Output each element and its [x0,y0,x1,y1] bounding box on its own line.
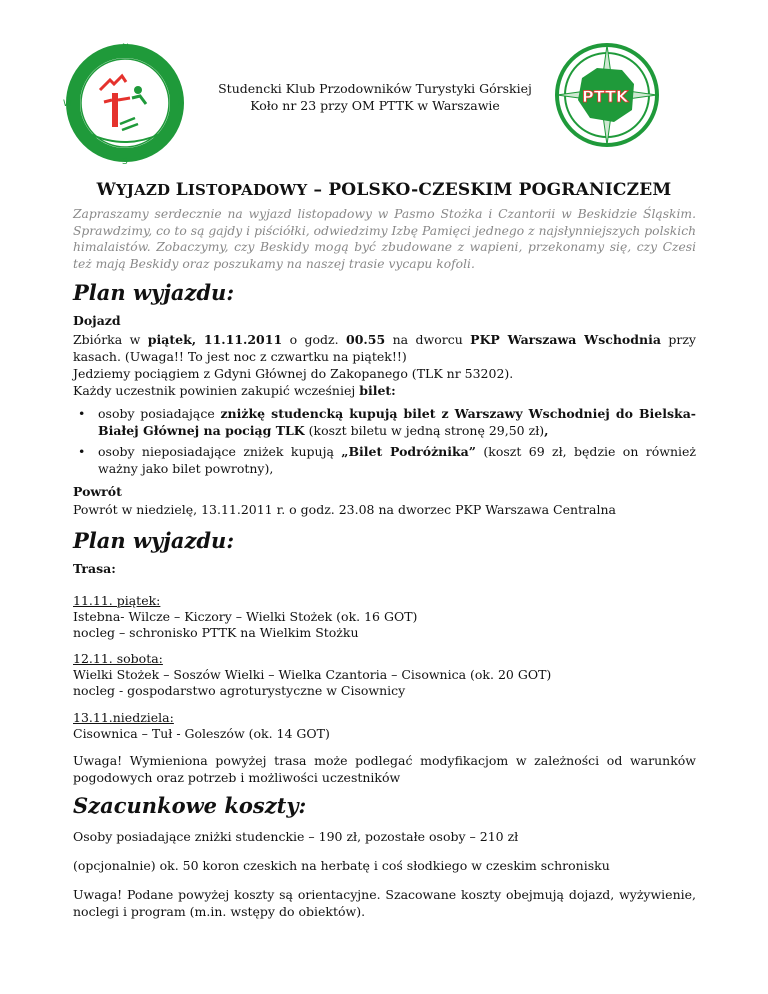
intro-paragraph: Zapraszamy serdecznie na wyjazd listopadowy w Pasmo Stożka i Czantorii w Beskidzie Śląskim. Sprawdzimy, co to są gajdy i piściółki, odwiedzimy Izbę Pamięci jednego z najsłynniejszych polskich himalaistów. Zobaczymy, czy Beskidy mogą być zbudowane z wapieni, przekonamy się, czy Czesi też mają Beskidy oraz poszukamy na naszej trasie vycapu kofoli. [73,207,696,271]
day-1-route: Istebna- Wilcze – Kiczory – Wielki Stożek (ok. 16 GOT) [73,609,418,624]
pttk-logo [552,40,662,150]
section-heading-plan-2: Plan wyjazdu: [73,528,235,553]
compass-n-label: N [122,43,129,53]
header [190,80,560,114]
day-1-label: 11.11. piątek: [73,593,161,608]
train-info: Jedziemy pociągiem z Gdyni Głównej do Zakopanego (TLK nr 53202). [73,366,514,381]
section-heading-costs: Szacunkowe koszty: [73,793,307,818]
section-heading-plan: Plan wyjazdu: [73,280,235,305]
day-2-lodging: nocleg - gospodarstwo agroturystyczne w Cisownicy [73,683,406,698]
compass-s-label: S [122,157,128,167]
day-3-route: Cisownica – Tuł - Goleszów (ok. 14 GOT) [73,726,330,741]
day-3-label: 13.11.niedziela: [73,710,174,725]
cost-optional: (opcjonalnie) ok. 50 koron czeskich na herbatę i coś słodkiego w czeskim schronisku [73,858,610,873]
route-note: Uwaga! Wymieniona powyżej trasa może podlegać modyfikacjom w zależności od warunków pogodowych oraz potrzeb i możliwości uczestników [73,753,696,785]
powrot-label: Powrót [73,484,122,499]
compass-w-label: W [63,99,72,109]
club-name: Studencki Klub Przodowników Turystyki Górskiej [218,81,532,96]
page-title: WYJAZD LISTOPADOWY – POLSKO-CZESKIM POGRANICZEM [96,180,672,200]
return-info: Powrót w niedzielę, 13.11.2011 r. o godz. 23.08 na dworzec PKP Warszawa Centralna [73,502,616,517]
day-2-route: Wielki Stożek – Soszów Wielki – Wielka Czantoria – Cisownica (ok. 20 GOT) [73,667,552,682]
ticket-info: Każdy uczestnik powinien zakupić wcześniej bilet: [73,383,396,398]
list-item: • osoby nieposiadające zniżek kupują „Bilet Podróżnika” (koszt 69 zł, będzie on również ważny jako bilet powrotny), [78,444,696,476]
club-branch: Koło nr 23 przy OM PTTK w Warszawie [250,98,500,113]
day-2-label: 12.11. sobota: [73,651,163,666]
pttk-logo-text: PTTK [582,87,629,106]
compass-e-label: E [178,99,184,109]
day-1-lodging: nocleg – schronisko PTTK na Wielkim Stożku [73,625,359,640]
cost-note: Uwaga! Podane powyżej koszty są orientacyjne. Szacowane koszty obejmują dojazd, wyżywienie, noclegi i program (m.in. wstępy do obiektów). [73,887,696,919]
list-item: • osoby posiadające zniżkę studencką kupują bilet z Warszawy Wschodniej do Bielska-Białej Głównej na pociąg TLK (koszt biletu w jedną stronę 29,50 zł), [78,406,696,438]
dojazd-label: Dojazd [73,313,121,328]
cost-line: Osoby posiadające zniżki studenckie – 190 zł, pozostałe osoby – 210 zł [73,829,519,844]
trasa-label: Trasa: [73,561,116,576]
club-logo [60,38,190,168]
meeting-paragraph: Zbiórka w piątek, 11.11.2011 o godz. 00.55 na dworcu PKP Warszawa Wschodnia przy kasach. (Uwaga!! To jest noc z czwartku na piątek!!) [73,332,696,364]
